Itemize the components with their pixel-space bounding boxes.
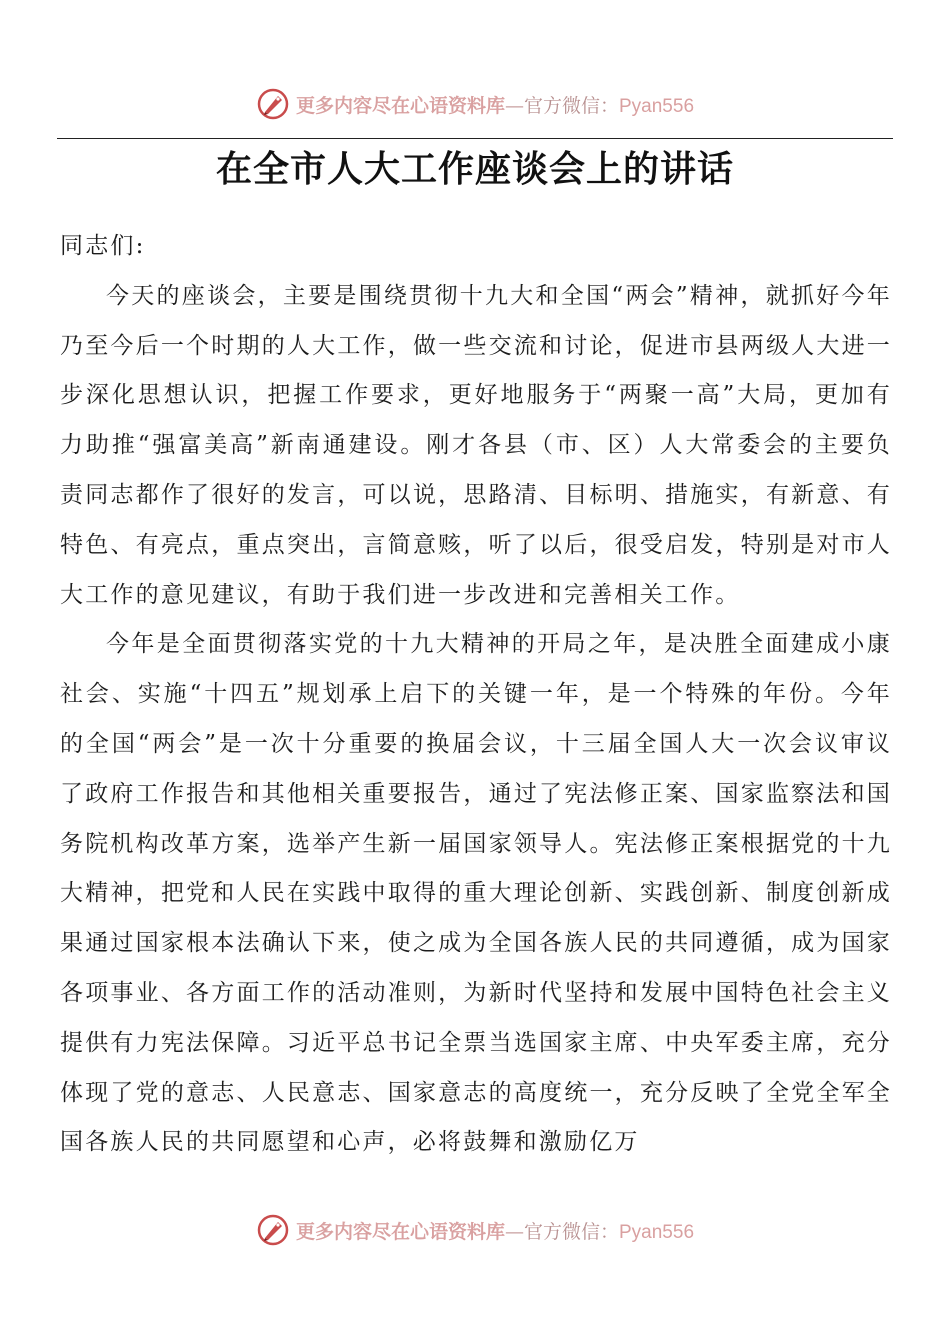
document-title: 在全市人大工作座谈会上的讲话: [215, 148, 734, 190]
watermark-text: [296, 91, 694, 118]
pen-nib-circle-icon: [256, 1213, 290, 1247]
watermark-wechat-id: Pyan556: [619, 95, 695, 117]
document-body: [60, 222, 892, 1168]
header-divider: [57, 138, 893, 139]
body-paragraph-1: 今天的座谈会，主要是围绕贯彻十九大和全国“两会”精神，就抓好今年乃至今后一个时期的人大工作，做一些交流和讨论，促进市县两级人大进一步深化思想认识，把握工作要求，更好地服务于“两聚一高”大局，更加有力助推“强富美高”新南通建设。刚才各县（市、区）人大常委会的主要负责同志都作了很好的发言，可以说，思路清、目标明、措施实，有新意、有特色、有亮点，重点突出，言简意赅，听了以后，很受启发，特别是对市人大工作的意见建议，有助于我们进一步改进和完善相关工作。: [60, 282, 892, 608]
watermark-text: [296, 1217, 694, 1244]
watermark-brand: 更多内容尽在心语资料库: [295, 1220, 505, 1243]
salutation: 同志们:: [60, 233, 146, 259]
watermark-wechat-label: 官方微信：: [523, 1220, 619, 1243]
watermark-wechat-label: 官方微信：: [523, 94, 619, 117]
watermark-brand: 更多内容尽在心语资料库: [295, 94, 505, 117]
watermark-separator: —: [504, 94, 524, 117]
watermark-separator: —: [504, 1220, 524, 1243]
body-paragraph-2: 今年是全面贯彻落实党的十九大精神的开局之年，是决胜全面建成小康社会、实施“十四五”规划承上启下的关键一年，是一个特殊的年份。今年的全国“两会”是一次十分重要的换届会议，十三届全国人大一次会议审议了政府工作报告和其他相关重要报告，通过了宪法修正案、国家监察法和国务院机构改革方案，选举产生新一届国家领导人。宪法修正案根据党的十九大精神，把党和人民在实践中取得的重大理论创新、实践创新、制度创新成果通过国家根本法确认下来，使之成为全国各族人民的共同遵循，成为国家各项事业、各方面工作的活动准则，为新时代坚持和发展中国特色社会主义提供有力宪法保障。习近平总书记全票当选国家主席、中央军委主席，充分体现了党的意志、人民意志、国家意志的高度统一，充分反映了全党全军全国各族人民的共同愿望和心声，必将鼓舞和激励亿万: [60, 631, 892, 1156]
watermark-wechat-id: Pyan556: [619, 1221, 695, 1243]
header-watermark: [0, 84, 950, 124]
pen-nib-circle-icon: [256, 87, 290, 121]
footer-watermark: [0, 1210, 950, 1250]
